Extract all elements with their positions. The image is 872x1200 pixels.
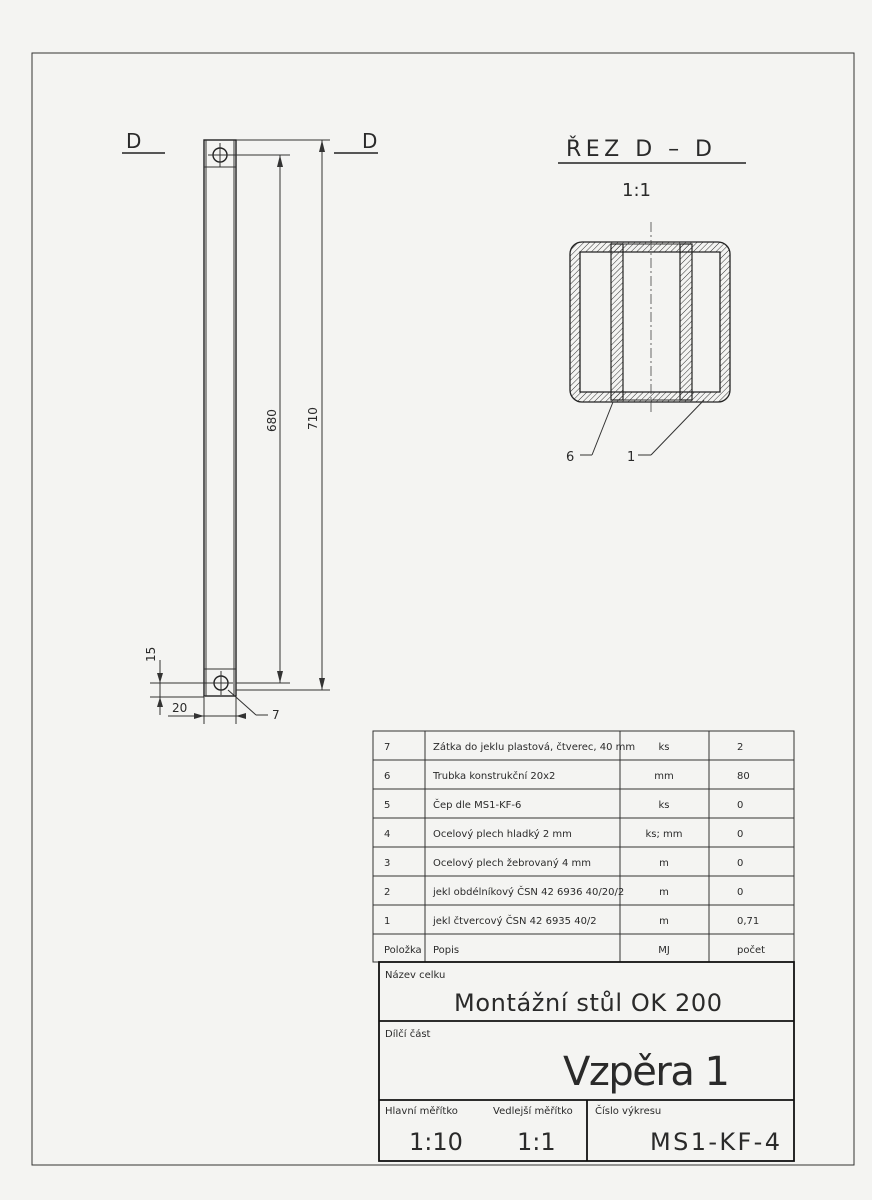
bom-row-unit: ks (658, 742, 670, 753)
dimension-680 (230, 155, 290, 683)
bom-row-desc: Ocelový plech žebrovaný 4 mm (433, 858, 591, 869)
bom-row-qty: 0 (737, 887, 744, 898)
bom-row-qty: 0 (737, 858, 744, 869)
bom-row-desc: Čep dle MS1-KF-6 (433, 800, 522, 811)
section-title-text: ŘEZ D – D (566, 137, 712, 162)
bom-row-pos: 7 (384, 742, 391, 753)
callout-6-text: 6 (566, 450, 575, 465)
bom-row-desc: Zátka do jeklu plastová, čtverec, 40 mm (433, 742, 636, 753)
bom-row-unit: mm (654, 771, 674, 782)
bom-row-pos: 4 (384, 829, 391, 840)
callout-1 (627, 400, 704, 465)
section-marker-right (334, 129, 378, 153)
dim-680-text: 680 (265, 409, 279, 432)
dim-15-text: 15 (144, 646, 158, 662)
callout-6 (566, 402, 613, 465)
inner-tube-wall-right (680, 244, 692, 400)
bom-row-desc: Trubka konstrukční 20x2 (433, 771, 556, 782)
drawing-number: MS1-KF-4 (650, 1128, 780, 1156)
sheet-frame (32, 53, 854, 1165)
bom-row-qty: 2 (737, 742, 744, 753)
assembly-label: Název celku (385, 970, 446, 981)
section-scale-text: 1:1 (622, 180, 651, 201)
section-letter-left: D (126, 129, 142, 153)
main-scale: 1:10 (409, 1128, 463, 1156)
bom-row-desc: jekl čtvercový ČSN 42 6935 40/2 (433, 916, 597, 927)
bom-row-desc: Ocelový plech hladký 2 mm (433, 829, 572, 840)
section-title (558, 136, 746, 201)
main-scale-label: Hlavní měřítko (385, 1106, 458, 1117)
title-block (379, 962, 794, 1161)
strut-view (204, 140, 236, 696)
callout-1-text: 1 (627, 450, 636, 465)
section-marker-left (122, 129, 165, 153)
bom-row-unit: m (659, 916, 669, 927)
bom-row-pos: 2 (384, 887, 391, 898)
part-name: Vzpěra 1 (563, 1049, 730, 1095)
part-label: Dílčí část (385, 1029, 431, 1040)
bom-row-pos: 3 (384, 858, 391, 869)
bom-row-qty: 0 (737, 800, 744, 811)
bom-header-desc: Popis (433, 945, 460, 956)
bom-row-qty: 0,71 (737, 916, 760, 927)
dim-710-text: 710 (306, 407, 320, 430)
bom-row-pos: 1 (384, 916, 391, 927)
bom-row-qty: 0 (737, 829, 744, 840)
bom-row-qty: 80 (737, 771, 750, 782)
assembly-name: Montážní stůl OK 200 (454, 989, 722, 1017)
bom-row-pos: 5 (384, 800, 391, 811)
bom-row-unit: m (659, 858, 669, 869)
square-tube-section (570, 242, 730, 402)
parts-list (373, 731, 794, 962)
drawing-number-label: Číslo výkresu (595, 1106, 662, 1117)
bom-header-qty: počet (737, 945, 766, 956)
bom-row-unit: m (659, 887, 669, 898)
bom-row-pos: 6 (384, 771, 391, 782)
dim-20-text: 20 (172, 701, 188, 715)
dimension-710 (236, 140, 330, 690)
bom-header-pos: Položka (384, 945, 422, 956)
inner-tube-wall-left (611, 244, 623, 400)
side-scale: 1:1 (517, 1128, 556, 1156)
dimension-20 (168, 697, 246, 724)
bom-row-desc: jekl obdélníkový ČSN 42 6936 40/20/2 (433, 887, 625, 898)
side-scale-label: Vedlejší měřítko (493, 1106, 573, 1117)
bom-row-unit: ks (658, 800, 670, 811)
callout-7-text: 7 (272, 708, 280, 722)
bom-row-unit: ks; mm (645, 829, 683, 840)
strut-outline (204, 140, 236, 696)
bom-header-unit: MJ (658, 945, 670, 956)
section-letter-right: D (362, 129, 378, 153)
section-view (570, 222, 730, 415)
